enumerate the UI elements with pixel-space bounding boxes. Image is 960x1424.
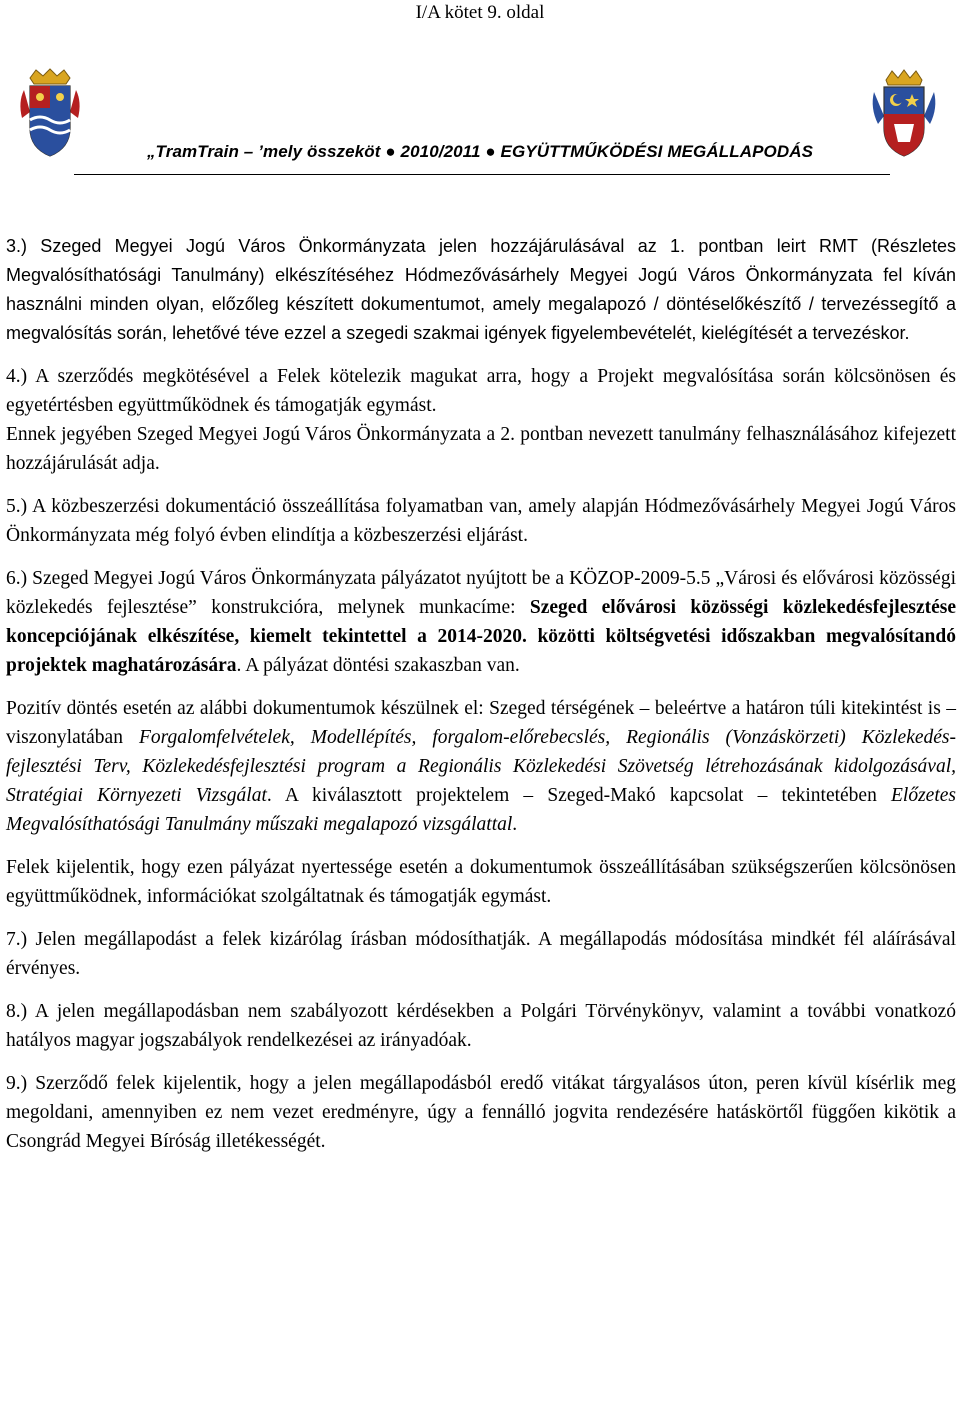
- page-number: I/A kötet 9. oldal: [415, 2, 545, 23]
- paragraph-4: 4.) A szerződés megkötésével a Felek kötelezik magukat arra, hogy a Projekt megvalósítása során kölcsönösen és egyetértésben együttműködnek és támogatják egymást.: [6, 366, 956, 416]
- paragraph-3: 3.) Szeged Megyei Jogú Város Önkormányzata jelen hozzájárulásával az 1. pontban leirt RMT (Részletes Megvalósíthatósági Tanulmány) elkészítéséhez Hódmezővásárhely Megyei Jogú Város Önkormányzata fel kíván használni minden olyan, előzőleg készített dokumentumot, amely megalapozó / döntéselőkészítő / tervezéssegítő a megvalósítás során, lehetővé téve ezzel a szegedi szakmai igények figyelembevételét, kielégítését a tervezéskor.: [6, 236, 956, 343]
- paragraph-7: 7.) Jelen megállapodást a felek kizárólag írásban módosíthatják. A megállapodás módosítása mindkét fél aláírásával érvényes.: [6, 929, 956, 979]
- paragraph-5: 5.) A közbeszerzési dokumentáció összeállítása folyamatban van, amely alapján Hódmezővásárhely Megyei Jogú Város Önkormányzata még folyó évben elindítja a közbeszerzési eljárást.: [6, 496, 956, 546]
- paragraph-documents-end: .: [512, 814, 518, 835]
- paragraph-6-end: . A pályázat döntési szakaszban van.: [236, 655, 520, 676]
- paragraph-documents-mid: . A kiválasztott projektelem – Szeged-Makó kapcsolat – tekintetében: [266, 785, 892, 806]
- header-divider: [74, 174, 890, 175]
- paragraph-cooperation: Felek kijelentik, hogy ezen pályázat nyertessége esetén a dokumentumok összeállításában szükségszerűen kölcsönösen együttműködnek, információkat szolgáltatnak és támogatják egymást.: [6, 857, 956, 907]
- paragraph-6-text: 6.) Szeged Megyei Jogú Város Önkormányzata pályázatot nyújtott be a KÖZOP-2009-5.5 „Városi és elővárosi közösségi közlekedés fejlesztése” konstrukcióra, melynek munkacíme:: [6, 568, 956, 618]
- paragraph-6: [6, 564, 956, 680]
- document-body: [6, 232, 956, 1170]
- paragraph-8: 8.) A jelen megállapodásban nem szabályozott kérdésekben a Polgári Törvénykönyv, valamint a további vonatkozó hatályos magyar jogszabályok rendelkezései az irányadóak.: [6, 1001, 956, 1051]
- paragraph-9: 9.) Szerződő felek kijelentik, hogy a jelen megállapodásból eredő vitákat tárgyalásos úton, peren kívül kísérlik meg megoldani, amennyiben ez nem vezet eredményre, úgy a fennálló jogvita rendezésére hatáskörtől függően kikötik a Csongrád Megyei Bíróság illetékességét.: [6, 1073, 956, 1152]
- paragraph-documents-text: Pozitív döntés esetén az alábbi dokumentumok készülnek el: Szeged térségének – beleértve a határon túli kitekintést is – viszonylatában: [6, 698, 956, 748]
- document-header-title: „TramTrain – ’mely összeköt ● 2010/2011 ● EGYÜTTMŰKÖDÉSI MEGÁLLAPODÁS: [146, 142, 814, 161]
- paragraph-4-continuation: Ennek jegyében Szeged Megyei Jogú Város Önkormányzata a 2. pontban nevezett tanulmány felhasználásához kifejezett hozzájárulását adja.: [6, 424, 956, 474]
- project-working-title: Szeged elővárosi közösségi közlekedésfejlesztése koncepciójának elkészítése, kiemelt tekintettel a 2014-2020. közötti költségvetési időszakban megvalósítandó projektek maghatározására: [6, 597, 957, 676]
- paragraph-documents: [6, 694, 956, 839]
- feasibility-study-title: Előzetes Megvalósíthatósági Tanulmány műszaki megalapozó vizsgálattal: [6, 785, 956, 835]
- documents-list: Forgalomfelvételek, Modellépítés, forgalom-előrebecslés, Regionális (Vonzáskörzeti) Közlekedés-fejlesztési Terv, Közlekedésfejlesztési program a Regionális Közlekedési Szövetség létrehozásának kidolgozásával, Stratégiai Környezeti Vizsgálat: [6, 727, 956, 806]
